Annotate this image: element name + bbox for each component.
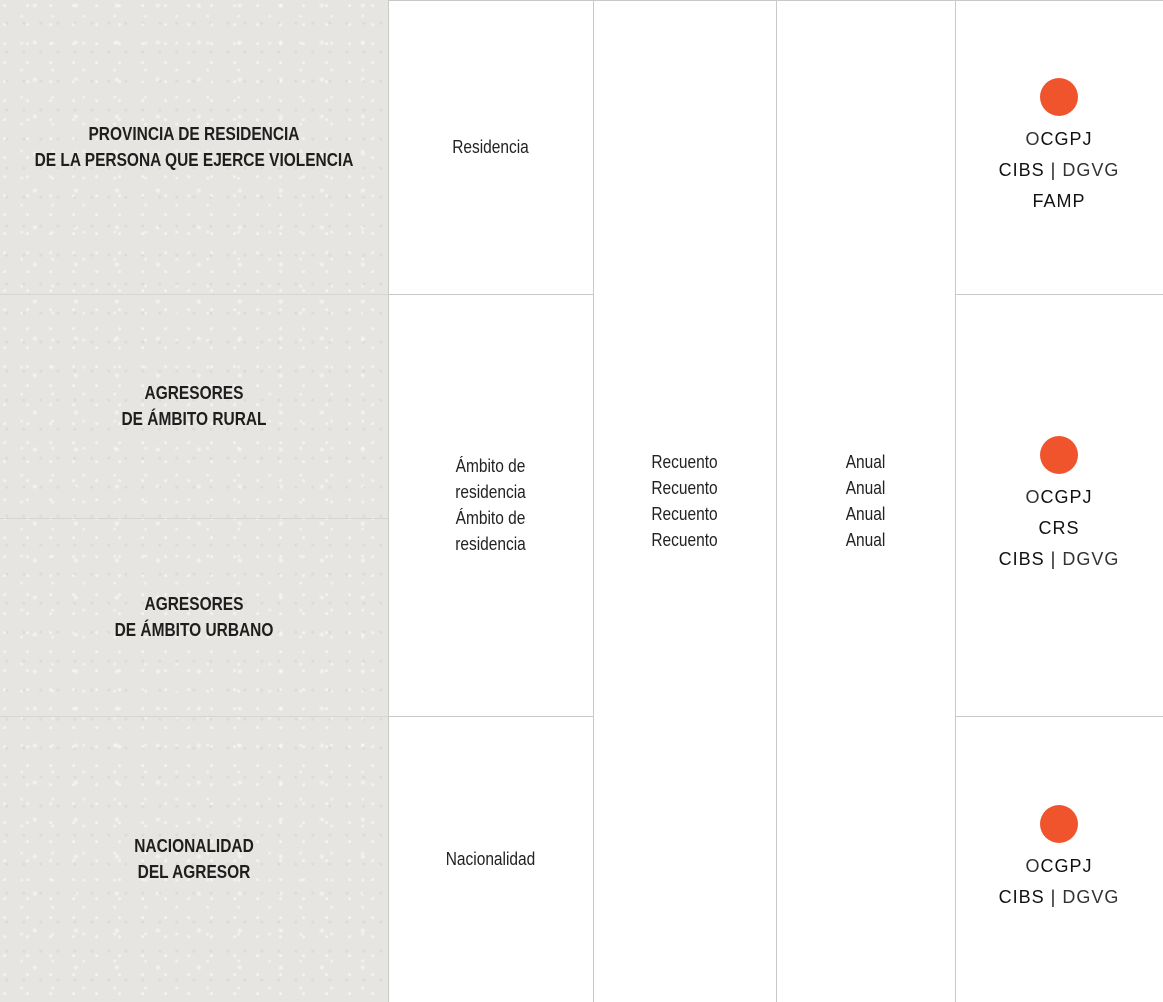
source-line-crs	[1038, 513, 1079, 544]
variable-ambito-line: residencia	[455, 482, 526, 502]
source-line-ocgpj	[1025, 482, 1092, 513]
periodicidad-value: Anual	[845, 452, 886, 472]
source-line-famp	[1032, 186, 1085, 217]
source-o: O	[1025, 128, 1041, 149]
orange-dot-icon	[1040, 436, 1078, 474]
column-divider	[593, 0, 594, 1002]
source-cibs: CIBS	[998, 887, 1045, 907]
source-famp: FAMP	[1032, 190, 1086, 211]
source-line-cibs-dgvg	[999, 882, 1120, 913]
source-separator: |	[1044, 548, 1063, 569]
medida-value: Recuento	[651, 452, 718, 472]
source-cgpj: CGPJ	[1040, 128, 1093, 149]
orange-dot-icon	[1040, 805, 1078, 843]
variable-residencia: Residencia	[452, 137, 529, 157]
medida-cell	[606, 0, 763, 1002]
source-line-ocgpj	[1025, 851, 1092, 882]
row-header-provincia: PROVINCIA DE RESIDENCIA DE LA PERSONA QUE EJERCE VIOLENCIA	[34, 124, 354, 170]
periodicidad-cell	[789, 0, 943, 1002]
variable-ambito-line: Ámbito de	[455, 508, 526, 528]
source-cgpj: CGPJ	[1040, 486, 1093, 507]
medida-value: Recuento	[651, 478, 718, 498]
periodicidad-value: Anual	[845, 478, 886, 498]
source-dgvg: DGVG	[1062, 887, 1120, 907]
source-line-cibs-dgvg	[999, 544, 1120, 575]
source-line-ocgpj	[1025, 124, 1092, 155]
sources-nacionalidad	[955, 716, 1163, 1002]
source-line-cibs-dgvg	[999, 155, 1120, 186]
source-separator: |	[1044, 159, 1063, 180]
medida-value: Recuento	[651, 530, 718, 550]
source-dgvg: DGVG	[1062, 548, 1120, 569]
column-divider	[776, 0, 777, 1002]
row-header-urbano: AGRESORES DE ÁMBITO URBANO	[114, 594, 274, 640]
medida-value: Recuento	[651, 504, 718, 524]
column-divider	[388, 0, 389, 1002]
source-o: O	[1025, 486, 1041, 507]
orange-dot-icon	[1040, 78, 1078, 116]
source-crs: CRS	[1038, 517, 1080, 538]
source-cgpj: CGPJ	[1040, 856, 1093, 876]
row-header-nacionalidad: NACIONALIDAD DEL AGRESOR	[134, 836, 254, 882]
variable-ambito-line: residencia	[455, 534, 526, 554]
periodicidad-value: Anual	[845, 530, 886, 550]
variable-nacionalidad: Nacionalidad	[445, 849, 536, 869]
periodicidad-value: Anual	[845, 504, 886, 524]
row-header-rural: AGRESORES DE ÁMBITO RURAL	[121, 383, 267, 429]
source-cibs: CIBS	[998, 159, 1045, 180]
source-separator: |	[1044, 887, 1063, 907]
source-cibs: CIBS	[998, 548, 1045, 569]
variable-ambito	[402, 294, 578, 716]
source-o: O	[1025, 856, 1041, 876]
sources-residencia	[955, 0, 1163, 294]
variable-ambito-line: Ámbito de	[455, 456, 526, 476]
sources-ambito	[955, 294, 1163, 716]
source-dgvg: DGVG	[1062, 159, 1120, 180]
